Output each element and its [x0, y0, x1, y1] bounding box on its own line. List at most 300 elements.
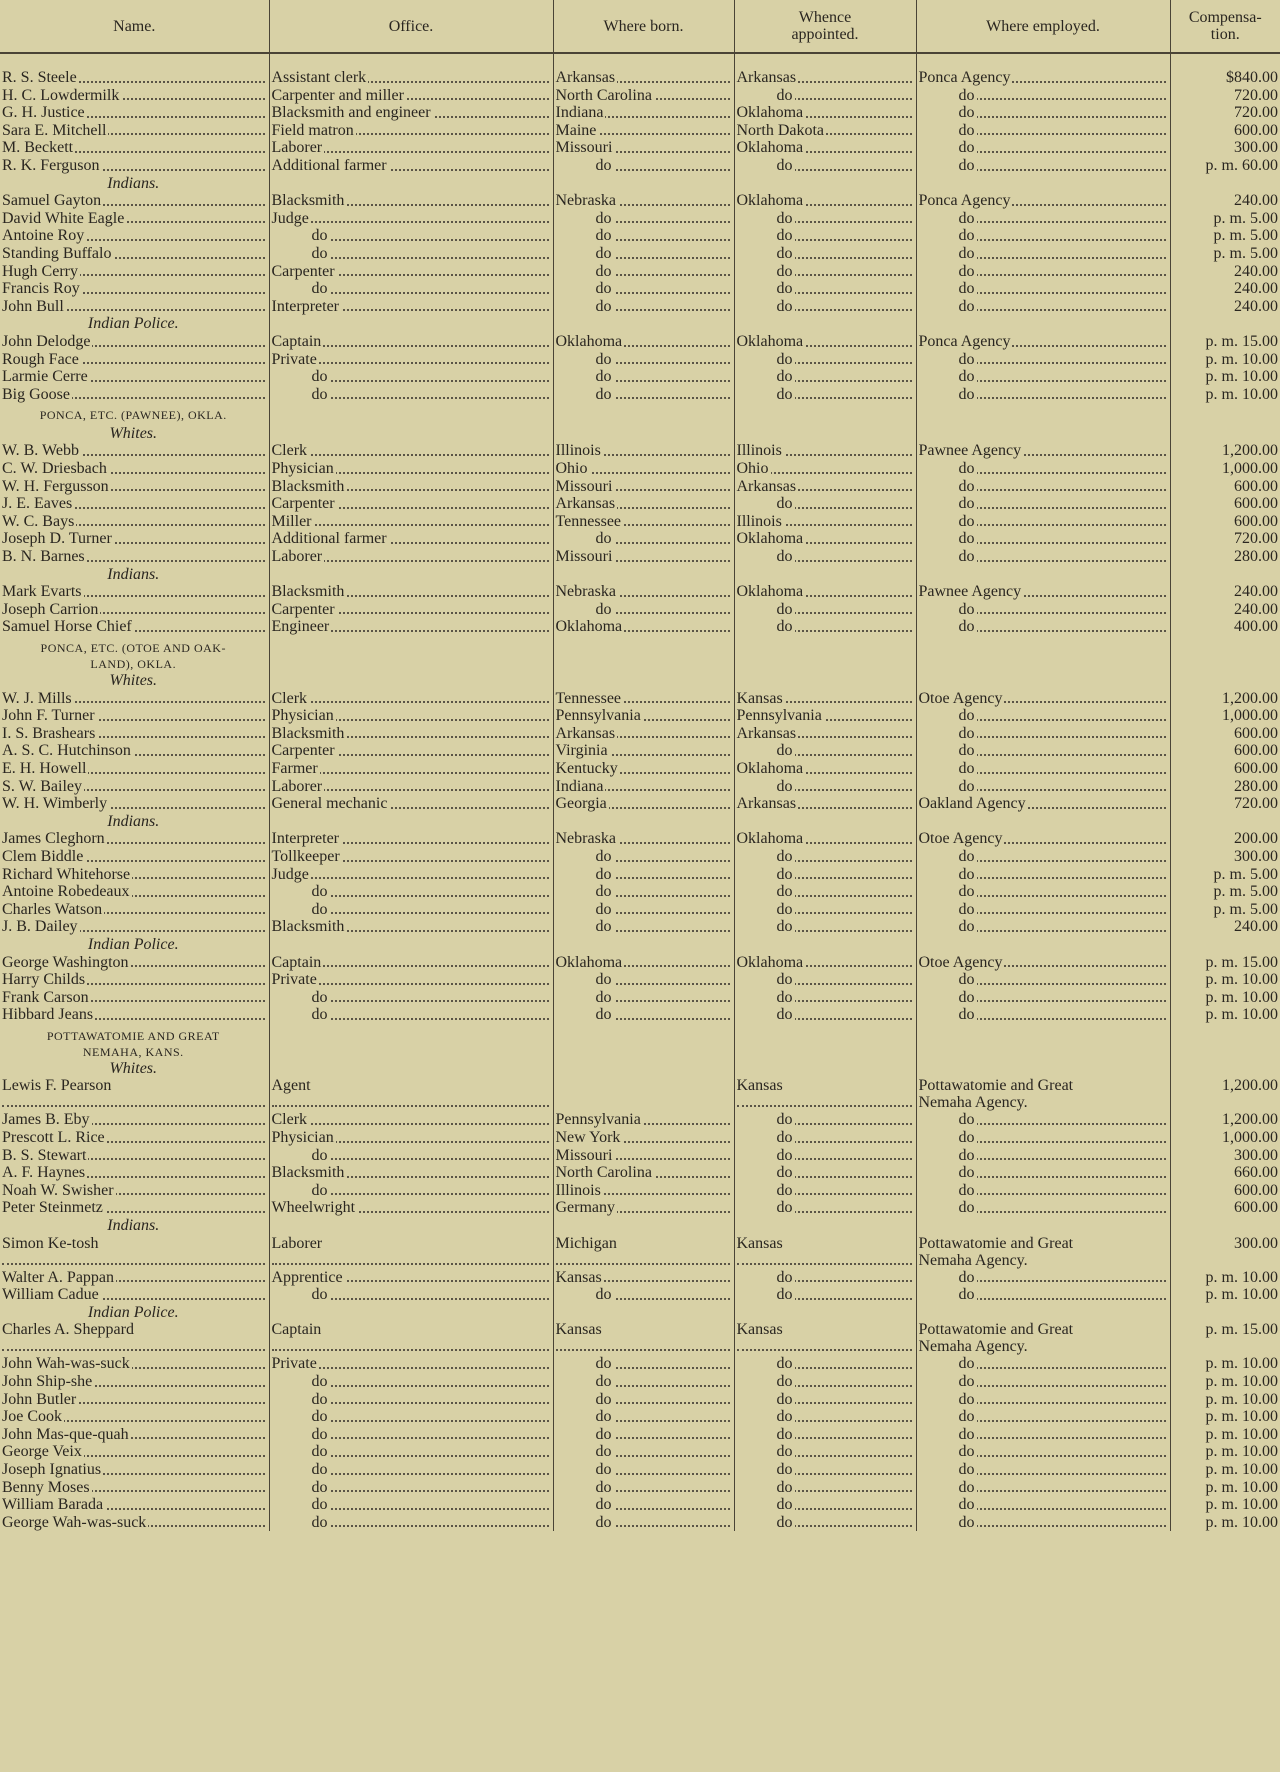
empty-cell	[916, 1060, 1170, 1078]
cell-text: do	[919, 1182, 977, 1199]
where-employed-cell	[916, 333, 1170, 351]
where-born-cell	[553, 139, 734, 157]
cell-text: do	[737, 298, 795, 315]
whence-appointed-cell	[734, 122, 916, 140]
cell-text: do	[737, 1426, 795, 1443]
where-employed-cell	[916, 210, 1170, 228]
where-born-cell	[553, 122, 734, 140]
section-heading: PONCA, ETC. (PAWNEE), OKLA.	[0, 403, 269, 425]
cell-text: do	[737, 227, 795, 244]
cell-text: Judge	[271, 209, 309, 227]
table-row	[0, 1443, 1280, 1461]
cell-text: B. S. Stewart	[2, 1146, 87, 1164]
compensation-cell: p. m. 5.00	[1213, 244, 1278, 262]
compensation-cell: 240.00	[1234, 297, 1278, 315]
cell-text: Ohio	[555, 460, 588, 478]
name-cell	[0, 157, 269, 175]
cell-text: do	[556, 918, 614, 935]
where-employed-cell	[916, 1164, 1170, 1182]
table-row	[0, 866, 1280, 884]
cell-text: R. S. Steele	[2, 69, 77, 86]
subheading-row	[0, 1217, 1280, 1235]
cell-text: do	[919, 87, 977, 104]
empty-cell	[1170, 1024, 1280, 1060]
where-employed-cell	[916, 139, 1170, 157]
empty-cell	[916, 813, 1170, 831]
cell-text: do	[556, 263, 614, 280]
office-cell	[269, 1443, 553, 1461]
whence-appointed-cell	[734, 883, 916, 901]
compensation-cell: p. m. 10.00	[1205, 1496, 1278, 1514]
empty-cell	[269, 672, 553, 690]
header-compensation: Compensa- tion.	[1170, 0, 1280, 53]
name-cell	[0, 760, 269, 778]
name-cell	[0, 1077, 269, 1111]
where-employed-cell	[916, 263, 1170, 281]
cell-text: H. C. Lowdermilk	[2, 86, 120, 104]
cell-text: Otoe Agency	[918, 830, 1003, 848]
where-employed-cell	[916, 760, 1170, 778]
name-cell	[0, 530, 269, 548]
name-cell	[0, 1373, 269, 1391]
cell-text: Judge	[271, 865, 309, 883]
cell-text: do	[919, 139, 977, 156]
office-cell	[269, 1408, 553, 1426]
cell-text: do	[737, 1514, 795, 1531]
empty-cell	[916, 1304, 1170, 1322]
cell-text: do	[556, 1286, 614, 1303]
compensation-cell: 1,200.00	[1222, 1111, 1278, 1129]
cell-text: Missouri	[555, 548, 613, 566]
cell-text: do	[737, 1182, 795, 1199]
section-heading-row	[0, 403, 1280, 425]
cell-text: Oklahoma	[736, 583, 804, 601]
cell-text: William Barada	[2, 1496, 104, 1514]
office-cell	[269, 901, 553, 919]
cell-text: Ohio	[736, 460, 769, 478]
cell-text: Interpreter	[271, 830, 340, 848]
where-employed-cell	[916, 1355, 1170, 1373]
name-cell	[0, 333, 269, 351]
table-row	[0, 1182, 1280, 1200]
empty-cell	[1170, 175, 1280, 193]
compensation-cell: p. m. 5.00	[1213, 209, 1278, 227]
cell-text: Charles Watson	[2, 900, 103, 918]
whence-appointed-cell	[734, 742, 916, 760]
empty-cell	[553, 672, 734, 690]
compensation-cell: 200.00	[1234, 830, 1278, 848]
where-born-cell	[553, 1129, 734, 1147]
cell-text: Oklahoma	[736, 139, 804, 157]
cell-text: do	[737, 1479, 795, 1496]
cell-text: do	[737, 210, 795, 227]
where-born-cell	[553, 1408, 734, 1426]
where-born-cell	[553, 495, 734, 513]
where-born-cell	[553, 1199, 734, 1217]
empty-cell	[734, 1024, 916, 1060]
whence-appointed-cell	[734, 866, 916, 884]
cell-text: R. K. Ferguson	[2, 156, 100, 174]
table-row	[0, 245, 1280, 263]
whence-appointed-cell	[734, 263, 916, 281]
empty-cell	[734, 175, 916, 193]
empty-cell	[553, 1060, 734, 1078]
cell-text: Arkansas	[736, 795, 797, 813]
whence-appointed-cell	[734, 1182, 916, 1200]
table-row	[0, 1479, 1280, 1497]
whence-appointed-cell	[734, 760, 916, 778]
where-born-cell	[553, 351, 734, 369]
office-cell	[269, 1077, 553, 1111]
cell-text: do	[919, 495, 977, 512]
cell-text: James B. Eby	[2, 1111, 90, 1129]
where-employed-cell	[916, 1006, 1170, 1024]
table-row	[0, 1391, 1280, 1409]
name-cell	[0, 618, 269, 636]
where-born-cell	[553, 1147, 734, 1165]
table-row	[0, 918, 1280, 936]
cell-text: do	[272, 280, 330, 297]
where-born-cell	[553, 386, 734, 404]
table-row	[0, 742, 1280, 760]
cell-text: Prescott L. Rice	[2, 1129, 105, 1147]
cell-text: do	[919, 1496, 977, 1513]
name-cell	[0, 1443, 269, 1461]
cell-text: do	[272, 1443, 330, 1460]
cell-text: Missouri	[555, 477, 613, 495]
compensation-cell: 600.00	[1234, 121, 1278, 139]
name-cell	[0, 1479, 269, 1497]
cell-text: do	[556, 351, 614, 368]
cell-text: do	[737, 368, 795, 385]
office-cell	[269, 1199, 553, 1217]
office-cell	[269, 386, 553, 404]
cell-text: Ponca Agency	[918, 332, 1011, 350]
where-born-cell	[553, 1006, 734, 1024]
where-born-cell	[553, 583, 734, 601]
table-row	[0, 1111, 1280, 1129]
cell-text: Carpenter and miller	[271, 86, 404, 104]
cell-text: E. H. Howell	[2, 759, 87, 777]
cell-text: do	[919, 1408, 977, 1425]
compensation-cell: 600.00	[1234, 477, 1278, 495]
where-born-cell	[553, 87, 734, 105]
cell-text: Oklahoma	[555, 618, 623, 636]
compensation-cell: p. m. 15.00	[1205, 1321, 1278, 1339]
office-cell	[269, 1355, 553, 1373]
cell-text: Kansas	[555, 1321, 602, 1339]
cell-text: Joe Cook	[2, 1408, 62, 1426]
cell-text: do	[272, 1479, 330, 1496]
where-employed-cell	[916, 690, 1170, 708]
subheading-row	[0, 813, 1280, 831]
where-born-cell	[553, 1426, 734, 1444]
where-employed-cell	[916, 442, 1170, 460]
cell-text: Additional farmer	[271, 156, 387, 174]
where-born-cell	[553, 530, 734, 548]
table-row	[0, 1164, 1280, 1182]
where-employed-cell	[916, 778, 1170, 796]
cell-text: George Wah-was-suck	[2, 1513, 147, 1531]
where-born-cell	[553, 707, 734, 725]
empty-cell	[734, 672, 916, 690]
cell-text: do	[556, 971, 614, 988]
cell-text: Arkansas	[555, 495, 616, 513]
office-cell	[269, 87, 553, 105]
cell-text: do	[919, 351, 977, 368]
cell-text: do	[737, 918, 795, 935]
where-employed-cell	[916, 460, 1170, 478]
office-cell	[269, 1111, 553, 1129]
subheading: Indian Police.	[0, 936, 269, 954]
whence-appointed-cell	[734, 1286, 916, 1304]
cell-text: Frank Carson	[2, 988, 89, 1006]
cell-text: C. W. Driesbach	[2, 460, 107, 478]
name-cell	[0, 1461, 269, 1479]
cell-text: do	[272, 1182, 330, 1199]
whence-appointed-cell	[734, 690, 916, 708]
office-cell	[269, 1496, 553, 1514]
compensation-cell: p. m. 15.00	[1205, 953, 1278, 971]
where-born-cell	[553, 1286, 734, 1304]
where-employed-cell	[916, 830, 1170, 848]
cell-text: do	[556, 1479, 614, 1496]
cell-text: do	[272, 901, 330, 918]
cell-text: John Ship-she	[2, 1373, 93, 1390]
office-cell	[269, 210, 553, 228]
cell-text: Tennessee	[555, 512, 622, 530]
header-office: Office.	[269, 0, 553, 53]
where-employed-cell	[916, 87, 1170, 105]
where-employed-cell	[916, 1286, 1170, 1304]
compensation-cell: p. m. 10.00	[1205, 1443, 1278, 1461]
cell-text: do	[556, 601, 614, 618]
cell-text: Sara E. Mitchell	[2, 121, 107, 139]
cell-text: Francis Roy	[2, 280, 80, 298]
cell-text: do	[919, 918, 977, 935]
empty-cell	[916, 936, 1170, 954]
office-cell	[269, 1426, 553, 1444]
compensation-cell: 600.00	[1234, 495, 1278, 513]
cell-text: Kentucky	[555, 759, 618, 777]
cell-text: do	[737, 1164, 795, 1181]
where-born-cell	[553, 971, 734, 989]
where-employed-cell	[916, 848, 1170, 866]
cell-text: do	[919, 298, 977, 315]
whence-appointed-cell	[734, 1373, 916, 1391]
compensation-cell: p. m. 10.00	[1205, 1460, 1278, 1478]
cell-text: do	[556, 1373, 614, 1390]
cell-text: W. H. Fergusson	[2, 477, 109, 495]
office-cell	[269, 1235, 553, 1269]
cell-text: do	[737, 157, 795, 174]
compensation-cell: 720.00	[1234, 104, 1278, 122]
name-cell	[0, 386, 269, 404]
where-born-cell	[553, 368, 734, 386]
cell-text: do	[737, 883, 795, 900]
whence-appointed-cell	[734, 901, 916, 919]
subheading-row	[0, 315, 1280, 333]
table-row	[0, 901, 1280, 919]
office-cell	[269, 690, 553, 708]
cell-text: New York	[555, 1129, 621, 1147]
empty-cell	[1170, 813, 1280, 831]
where-employed-cell	[916, 1147, 1170, 1165]
cell-text: James Cleghorn	[2, 830, 105, 848]
cell-text: do	[919, 1355, 977, 1372]
empty-cell	[916, 636, 1170, 672]
office-cell	[269, 778, 553, 796]
cell-text: W. C. Bays	[2, 512, 75, 530]
whence-appointed-cell	[734, 139, 916, 157]
table-row	[0, 530, 1280, 548]
table-row	[0, 442, 1280, 460]
empty-cell	[1170, 425, 1280, 443]
whence-appointed-cell	[734, 245, 916, 263]
whence-appointed-cell	[734, 478, 916, 496]
empty-cell	[269, 425, 553, 443]
empty-cell	[269, 636, 553, 672]
where-born-cell	[553, 280, 734, 298]
table-row	[0, 725, 1280, 743]
where-employed-cell	[916, 1199, 1170, 1217]
whence-appointed-cell	[734, 1269, 916, 1287]
cell-text: Carpenter	[271, 742, 335, 760]
cell-text: do	[556, 1006, 614, 1023]
table-row	[0, 1129, 1280, 1147]
where-employed-cell	[916, 1269, 1170, 1287]
cell-text: Blacksmith	[271, 192, 345, 210]
name-cell	[0, 495, 269, 513]
where-employed-cell	[916, 583, 1170, 601]
compensation-cell: p. m. 60.00	[1205, 156, 1278, 174]
cell-text: do	[737, 548, 795, 565]
cell-text: do	[919, 1286, 977, 1303]
subheading-row	[0, 936, 1280, 954]
cell-text: Kansas	[736, 1321, 783, 1339]
whence-appointed-cell	[734, 848, 916, 866]
cell-text: do	[556, 386, 614, 403]
empty-cell	[734, 403, 916, 425]
whence-appointed-cell	[734, 386, 916, 404]
empty-cell	[553, 175, 734, 193]
cell-text: Lewis F. Pearson	[2, 1077, 112, 1095]
empty-cell	[1170, 403, 1280, 425]
whence-appointed-cell	[734, 795, 916, 813]
cell-text: do	[556, 157, 614, 174]
name-cell	[0, 583, 269, 601]
name-cell	[0, 1182, 269, 1200]
name-cell	[0, 989, 269, 1007]
cell-text: Missouri	[555, 139, 613, 157]
office-cell	[269, 513, 553, 531]
where-employed-cell	[916, 707, 1170, 725]
whence-appointed-cell	[734, 368, 916, 386]
compensation-cell: p. m. 10.00	[1205, 1268, 1278, 1286]
whence-appointed-cell	[734, 87, 916, 105]
empty-cell	[269, 175, 553, 193]
cell-text: do	[556, 1443, 614, 1460]
cell-text: Oklahoma	[736, 759, 804, 777]
office-cell	[269, 618, 553, 636]
cell-text: do	[919, 1461, 977, 1478]
office-cell	[269, 263, 553, 281]
cell-text: Blacksmith	[271, 918, 345, 936]
compensation-cell: 660.00	[1234, 1164, 1278, 1182]
subheading-row	[0, 1060, 1280, 1078]
where-employed-cell	[916, 883, 1170, 901]
where-born-cell	[553, 210, 734, 228]
where-born-cell	[553, 157, 734, 175]
empty-cell	[269, 813, 553, 831]
office-cell	[269, 227, 553, 245]
empty-cell	[916, 1217, 1170, 1235]
cell-text: do	[919, 530, 977, 547]
compensation-cell: p. m. 10.00	[1205, 1373, 1278, 1390]
cell-text: do	[919, 263, 977, 280]
name-cell	[0, 778, 269, 796]
cell-text: Indiana	[555, 777, 604, 795]
name-cell	[0, 280, 269, 298]
cell-text: do	[556, 245, 614, 262]
where-born-cell	[553, 954, 734, 972]
office-cell	[269, 351, 553, 369]
office-cell	[269, 1461, 553, 1479]
table-row	[0, 1269, 1280, 1287]
where-employed-cell	[916, 1408, 1170, 1426]
office-cell	[269, 1129, 553, 1147]
empty-cell	[553, 315, 734, 333]
cell-text: S. W. Bailey	[2, 777, 83, 795]
compensation-cell: 240.00	[1234, 600, 1278, 618]
cell-text: Arkansas	[736, 724, 797, 742]
cell-text: Samuel Horse Chief	[2, 618, 132, 636]
cell-text: do	[272, 883, 330, 900]
cell-text: do	[919, 157, 977, 174]
cell-text: do	[556, 866, 614, 883]
cell-text: Peter Steinmetz	[2, 1199, 103, 1217]
compensation-cell: 720.00	[1234, 530, 1278, 548]
table-body	[0, 53, 1280, 1531]
table-row	[0, 707, 1280, 725]
cell-text: do	[556, 1426, 614, 1443]
cell-text: Apprentice	[271, 1268, 343, 1286]
table-row	[0, 87, 1280, 105]
whence-appointed-cell	[734, 1321, 916, 1355]
cell-text: M. Beckett	[2, 139, 74, 157]
table-row	[0, 1286, 1280, 1304]
table-row	[0, 478, 1280, 496]
name-cell	[0, 139, 269, 157]
subheading-row	[0, 425, 1280, 443]
whence-appointed-cell	[734, 1355, 916, 1373]
where-born-cell	[553, 548, 734, 566]
compensation-cell: 240.00	[1234, 918, 1278, 936]
cell-text: do	[556, 901, 614, 918]
empty-cell	[269, 936, 553, 954]
cell-text: do	[737, 989, 795, 1006]
subheading: Whites.	[0, 425, 269, 443]
cell-text: Oklahoma	[736, 830, 804, 848]
cell-text: Agent	[271, 1077, 311, 1095]
whence-appointed-cell	[734, 280, 916, 298]
whence-appointed-cell	[734, 1129, 916, 1147]
table-row	[0, 1408, 1280, 1426]
name-cell	[0, 1355, 269, 1373]
cell-text: do	[556, 1408, 614, 1425]
cell-text: Antoine Robedeaux	[2, 883, 130, 901]
cell-text: Larmie Cerre	[2, 368, 88, 386]
